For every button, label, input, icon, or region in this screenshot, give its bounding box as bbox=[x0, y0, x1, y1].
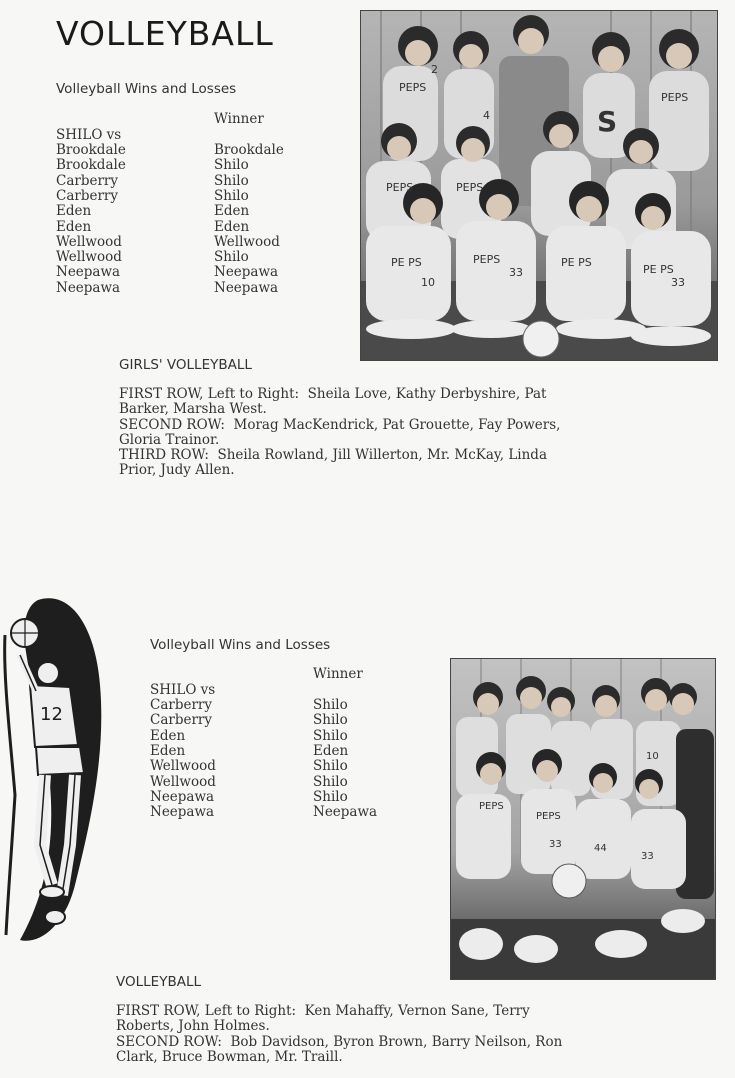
girls-jersey-number: 4 bbox=[483, 109, 490, 122]
boys-jersey-label: PEPS bbox=[479, 801, 504, 812]
opponent-cell: Wellwood bbox=[150, 758, 216, 775]
opponent-cell: Neepawa bbox=[56, 279, 121, 296]
girls-jersey-number: 33 bbox=[671, 276, 685, 289]
opponent-cell: Eden bbox=[150, 727, 186, 744]
winner-cell: Shilo bbox=[313, 758, 348, 775]
girls-jersey-label: PEPS bbox=[456, 181, 484, 194]
boys-jersey-number: 33 bbox=[549, 839, 562, 850]
caption-line: Gloria Trainor. bbox=[119, 431, 220, 448]
winner-cell: Neepawa bbox=[214, 279, 279, 296]
winner-cell: Shilo bbox=[214, 157, 249, 174]
winner-cell: Neepawa bbox=[313, 804, 378, 821]
illustration-jersey-number: 12 bbox=[40, 704, 63, 725]
winner-cell: Brookdale bbox=[214, 142, 284, 158]
winner-cell: Wellwood bbox=[214, 233, 280, 250]
opponent-cell: Neepawa bbox=[150, 788, 215, 805]
girls-jersey-number: 10 bbox=[421, 276, 435, 289]
caption-line: Barker, Marsha West. bbox=[119, 401, 267, 418]
girls-jersey-label: PE PS bbox=[391, 256, 422, 269]
caption-line: Clark, Bruce Bowman, Mr. Traill. bbox=[116, 1048, 343, 1065]
caption-line: THIRD ROW: Sheila Rowland, Jill Willerton, Mr. McKay, Linda bbox=[119, 447, 547, 464]
opponent-cell: Carberry bbox=[56, 172, 118, 189]
opponent-cell: Carberry bbox=[150, 712, 212, 729]
boys-team-photo bbox=[450, 658, 716, 980]
opponent-cell: Carberry bbox=[56, 187, 118, 204]
winner-cell: Shilo bbox=[214, 249, 249, 266]
boys-jersey-number: 44 bbox=[594, 843, 607, 854]
winner-cell: Shilo bbox=[313, 788, 348, 805]
boys-jersey-number: 10 bbox=[646, 751, 659, 762]
girls-jersey-label: PEPS bbox=[473, 253, 501, 266]
basketball-player-illustration bbox=[0, 595, 110, 947]
winner-cell: Shilo bbox=[313, 773, 348, 790]
winner-cell: Shilo bbox=[313, 712, 348, 729]
opponent-cell: Neepawa bbox=[150, 804, 215, 821]
girls-jersey-label: PE PS bbox=[561, 256, 592, 269]
girls-caption bbox=[119, 387, 629, 479]
opponent-cell: Carberry bbox=[150, 697, 212, 713]
girls-opponent-prefix: SHILO vs bbox=[56, 127, 122, 143]
boys-caption-title: VOLLEYBALL bbox=[116, 974, 201, 990]
winner-cell: Neepawa bbox=[214, 264, 279, 281]
winner-cell: Shilo bbox=[214, 172, 249, 189]
boys-jersey-label: PEPS bbox=[536, 811, 561, 822]
girls-team-photo bbox=[360, 10, 718, 361]
boys-opponent-prefix: SHILO vs bbox=[150, 682, 216, 698]
caption-line: Roberts, John Holmes. bbox=[116, 1018, 270, 1035]
girls-jersey-label: PEPS bbox=[399, 81, 427, 94]
girls-jersey-label: PEPS bbox=[661, 91, 689, 104]
boys-jersey-number: 33 bbox=[641, 851, 654, 862]
opponent-cell: Eden bbox=[56, 203, 92, 220]
winner-cell: Eden bbox=[214, 203, 250, 220]
girls-caption-title: GIRLS' VOLLEYBALL bbox=[119, 357, 252, 373]
girls-jersey-label: PEPS bbox=[386, 181, 414, 194]
girls-winner-header: Winner bbox=[214, 111, 264, 127]
opponent-cell: Neepawa bbox=[56, 264, 121, 281]
opponent-cell: Brookdale bbox=[56, 142, 126, 158]
girls-jersey-number: 33 bbox=[509, 266, 523, 279]
opponent-cell: Wellwood bbox=[150, 773, 216, 790]
boys-table-heading: Volleyball Wins and Losses bbox=[150, 637, 331, 653]
page-title: VOLLEYBALL bbox=[56, 14, 274, 53]
opponent-cell: Brookdale bbox=[56, 157, 126, 174]
girls-jersey-label: PE PS bbox=[643, 263, 674, 276]
winner-cell: Eden bbox=[214, 218, 250, 235]
boys-winner-header: Winner bbox=[313, 666, 363, 682]
opponent-cell: Wellwood bbox=[56, 233, 122, 250]
winner-cell: Shilo bbox=[313, 697, 348, 713]
opponent-cell: Eden bbox=[150, 742, 186, 759]
girls-jersey-number: 2 bbox=[431, 63, 438, 76]
girls-jersey-letter: S bbox=[597, 105, 618, 138]
girls-table-heading: Volleyball Wins and Losses bbox=[56, 81, 237, 97]
winner-cell: Shilo bbox=[214, 187, 249, 204]
caption-line: Prior, Judy Allen. bbox=[119, 462, 235, 479]
opponent-cell: Wellwood bbox=[56, 249, 122, 266]
winner-cell: Eden bbox=[313, 742, 349, 759]
opponent-cell: Eden bbox=[56, 218, 92, 235]
winner-cell: Shilo bbox=[313, 727, 348, 744]
caption-line: FIRST ROW, Left to Right: Sheila Love, Kathy Derbyshire, Pat bbox=[119, 386, 547, 402]
caption-line: SECOND ROW: Morag MacKendrick, Pat Grouette, Fay Powers, bbox=[119, 416, 561, 433]
caption-line: SECOND ROW: Bob Davidson, Byron Brown, Barry Neilson, Ron bbox=[116, 1033, 563, 1050]
caption-line: FIRST ROW, Left to Right: Ken Mahaffy, Vernon Sane, Terry bbox=[116, 1003, 530, 1019]
boys-caption bbox=[116, 1004, 631, 1065]
